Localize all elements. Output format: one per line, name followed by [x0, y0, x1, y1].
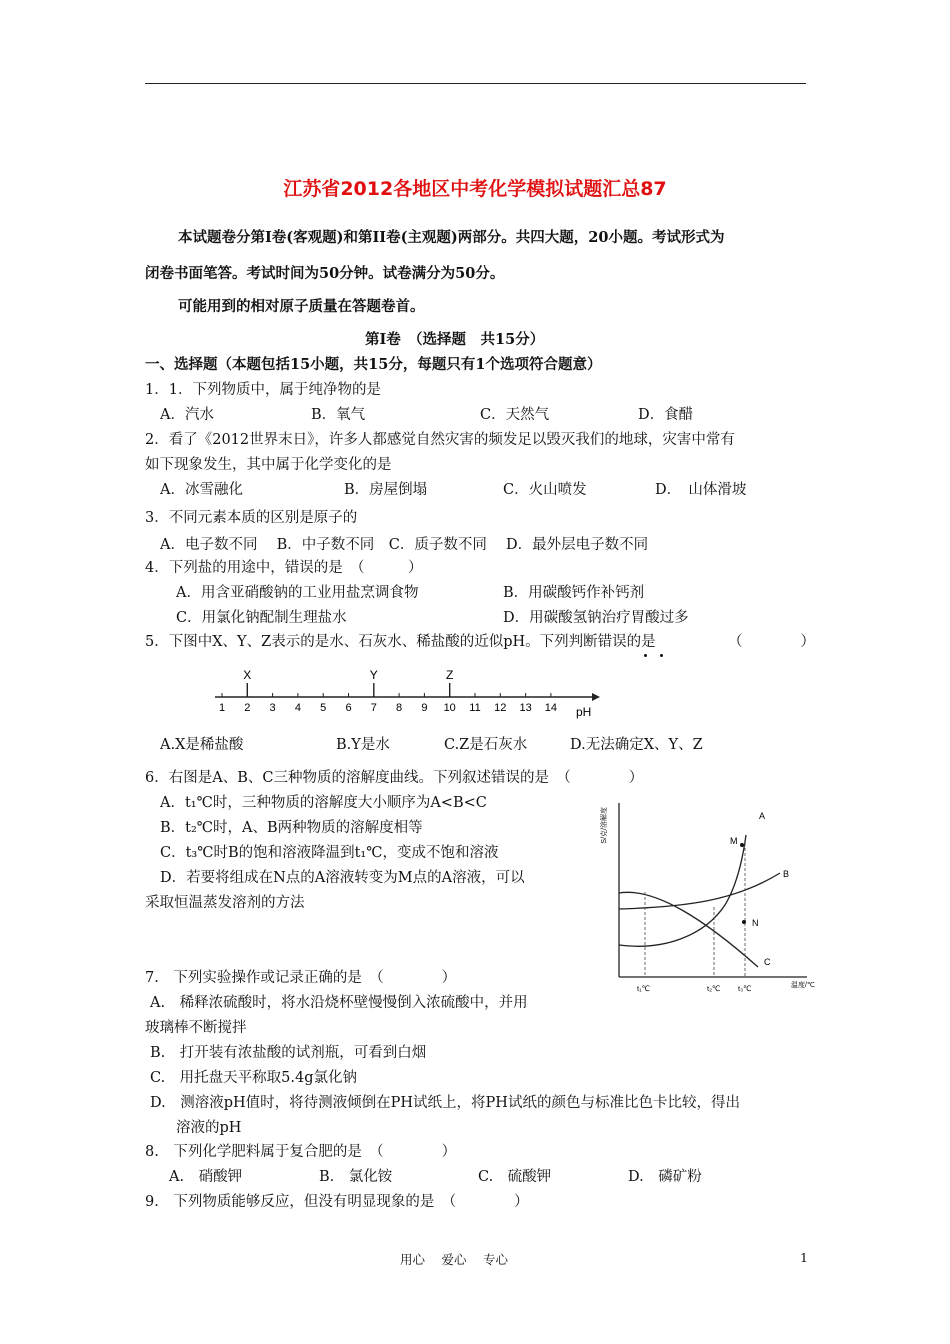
q7-option-a-line2: 玻璃棒不断搅拌	[145, 1020, 247, 1036]
q2-option-b: B．房屋倒塌	[344, 482, 428, 498]
ph-tick-label: 5	[320, 702, 327, 714]
ph-tick-label: 12	[494, 702, 507, 714]
q3-stem: 3．不同元素本质的区别是原子的	[145, 510, 358, 526]
y-axis-label: S/克/溶解度	[601, 807, 608, 844]
q4-option-b: B．用碳酸钙作补钙剂	[503, 585, 645, 601]
tick-t2: t₂℃	[707, 984, 721, 993]
page-number: 1	[800, 1250, 808, 1265]
q5-stem: 5．下图中X、Y、Z表示的是水、石灰水、稀盐酸的近似pH。下列判断错误的是	[145, 634, 656, 650]
q5-option-d: D.无法确定X、Y、Z	[570, 737, 703, 753]
q6-option-d-line2: 采取恒温蒸发溶剂的方法	[145, 895, 305, 911]
tick-t1: t₁℃	[637, 984, 651, 993]
ph-tick-label: 2	[244, 702, 251, 714]
q2-option-a: A．冰雪融化	[160, 482, 243, 498]
q2-option-d: D． 山体滑坡	[655, 482, 747, 498]
q2-option-c: C．火山喷发	[503, 482, 587, 498]
ph-scale-figure	[200, 664, 610, 724]
point-m	[740, 843, 744, 847]
q8-option-d: D. 磷矿粉	[628, 1169, 702, 1185]
q1-option-c: C．天然气	[480, 407, 550, 423]
curve-b-label: B	[783, 869, 790, 879]
intro-line-3: 可能用到的相对原子质量在答题卷首。	[178, 298, 425, 315]
footer-motto: 用心 爱心 专心	[400, 1252, 508, 1267]
q6-option-d-line1: D．若要将组成在N点的A溶液转变为M点的A溶液，可以	[160, 870, 525, 886]
q2-stem-2: 如下现象发生，其中属于化学变化的是	[145, 457, 392, 473]
q7-option-a-line1: A. 稀释浓硫酸时，将水沿烧杯壁慢慢倒入浓硫酸中，并用	[150, 995, 528, 1011]
emphasis-dot	[660, 654, 663, 657]
q6-stem: 6．右图是A、B、C三种物质的溶解度曲线。下列叙述错误的是 （ ）	[145, 770, 644, 786]
q1-option-d: D．食醋	[638, 407, 694, 423]
part1-header: 一、选择题（本题包括15小题，共15分，每题只有1个选项符合题意）	[145, 356, 602, 373]
ph-unit-label: pH	[576, 705, 592, 719]
q6-option-b: B．t₂℃时，A、B两种物质的溶解度相等	[160, 820, 423, 836]
curve-b	[619, 873, 780, 909]
q6-option-c: C．t₃℃时B的饱和溶液降温到t₁℃，变成不饱和溶液	[160, 845, 499, 861]
ph-tick-label: 7	[370, 702, 377, 714]
q4-option-c: C．用氯化钠配制生理盐水	[176, 610, 347, 626]
ph-tick-label: 4	[294, 702, 301, 714]
q5-option-a: A.X是稀盐酸	[160, 737, 244, 753]
intro-line-2: 闭卷书面笔答。考试时间为50分钟。试卷满分为50分。	[145, 265, 505, 282]
curve-c-label: C	[764, 957, 771, 967]
curve-a-label: A	[759, 811, 766, 821]
q4-option-d: D．用碳酸氢钠治疗胃酸过多	[503, 610, 689, 626]
q7-option-c: C. 用托盘天平称取5.4g氯化钠	[150, 1070, 358, 1086]
header-rule	[145, 83, 806, 84]
q6-option-a: A．t₁℃时，三种物质的溶解度大小顺序为A<B<C	[160, 795, 487, 811]
ph-marker-label-z: Z	[446, 668, 454, 682]
q8-option-b: B. 氯化铵	[319, 1169, 393, 1185]
ph-marker-label-y: Y	[369, 668, 378, 682]
solubility-chart	[595, 795, 825, 1000]
q5-option-c: C.Z是石灰水	[444, 737, 528, 753]
section-header: 第I卷 （选择题 共15分）	[365, 331, 545, 348]
q8-stem: 8. 下列化学肥料属于复合肥的是 （ ）	[145, 1144, 457, 1160]
q1-option-a: A．汽水	[160, 407, 214, 423]
emphasis-dot	[644, 654, 647, 657]
q1-option-b: B．氧气	[311, 407, 366, 423]
x-axis-label: 温度/℃	[791, 982, 815, 989]
q2-stem-1: 2．看了《2012世界末日》，许多人都感觉自然灾害的频发足以毁灭我们的地球，灾害中常有	[145, 432, 735, 448]
ph-tick-label: 11	[469, 702, 481, 714]
q5-option-b: B.Y是水	[336, 737, 390, 753]
tick-t3: t₃℃	[738, 984, 752, 993]
q1-stem: 1．1．下列物质中，属于纯净物的是	[145, 382, 381, 398]
point-n	[742, 920, 746, 924]
point-n-label: N	[752, 918, 759, 928]
q4-stem: 4．下列盐的用途中，错误的是 （ ）	[145, 560, 423, 576]
ph-axis-arrow	[592, 693, 600, 701]
q9-stem: 9. 下列物质能够反应，但没有明显现象的是 （ ）	[145, 1194, 529, 1210]
curve-a	[619, 835, 746, 946]
q3-options: A．电子数不同 B．中子数不同 C．质子数不同 D．最外层电子数不同	[160, 537, 649, 553]
q5-paren: （ ）	[728, 634, 815, 650]
ph-tick-label: 8	[396, 702, 403, 714]
ph-tick-label: 6	[345, 702, 352, 714]
q4-option-a: A．用含亚硝酸钠的工业用盐烹调食物	[176, 585, 419, 601]
q7-stem: 7. 下列实验操作或记录正确的是 （ ）	[145, 970, 457, 986]
page-title: 江苏省2012各地区中考化学模拟试题汇总87	[283, 178, 667, 200]
q7-option-b: B. 打开装有浓盐酸的试剂瓶，可看到白烟	[150, 1045, 427, 1061]
q8-option-a: A. 硝酸钾	[169, 1169, 243, 1185]
intro-line-1: 本试题卷分第I卷(客观题)和第II卷(主观题)两部分。共四大题，20小题。考试形式为	[178, 229, 725, 246]
ph-tick-label: 3	[269, 702, 276, 714]
ph-tick-label: 1	[218, 702, 226, 714]
ph-tick-label: 14	[544, 702, 558, 714]
ph-tick-label: 10	[443, 702, 456, 714]
ph-tick-label: 13	[519, 702, 532, 714]
ph-tick-label: 9	[421, 702, 428, 714]
q7-option-d-line1: D. 测溶液pH值时，将待测液倾倒在PH试纸上，将PH试纸的颜色与标准比色卡比较，得出	[150, 1095, 740, 1111]
ph-marker-label-x: X	[243, 668, 252, 682]
q7-option-d-line2: 溶液的pH	[176, 1120, 242, 1136]
q8-option-c: C. 硫酸钾	[478, 1169, 552, 1185]
point-m-label: M	[730, 836, 738, 846]
